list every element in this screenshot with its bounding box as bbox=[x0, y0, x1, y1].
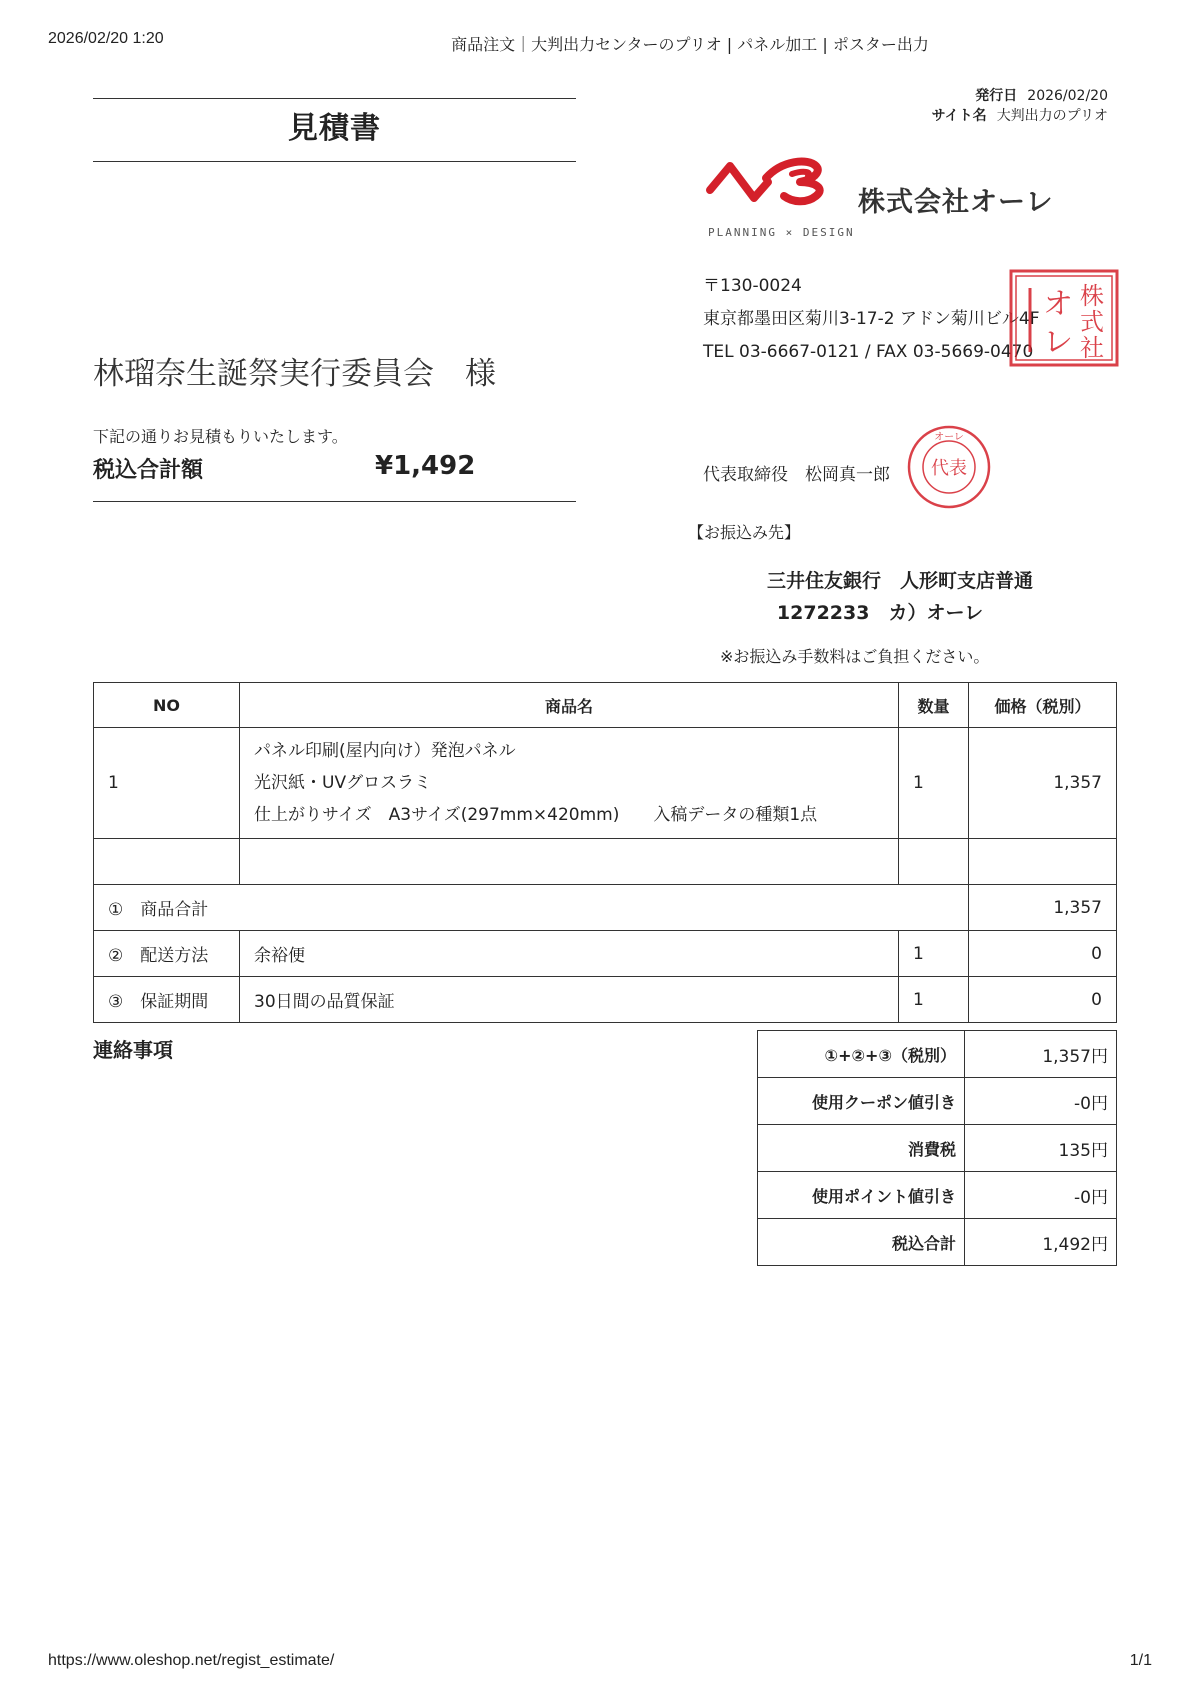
empty-cell bbox=[899, 839, 969, 885]
company-seal-icon bbox=[1008, 268, 1120, 368]
warranty-price: 0 bbox=[969, 977, 1117, 1023]
totals-value: 135円 bbox=[965, 1125, 1117, 1172]
totals-label: 使用ポイント値引き bbox=[758, 1172, 965, 1219]
document-title: 見積書 bbox=[288, 111, 381, 146]
company-postal: 〒130-0024 bbox=[703, 276, 802, 296]
totals-label: ①+②+③（税別） bbox=[758, 1031, 965, 1078]
issue-date-label: 発行日 bbox=[975, 88, 1018, 104]
svg-text:オーレ: オーレ bbox=[934, 432, 964, 443]
empty-cell bbox=[240, 839, 899, 885]
document-title-box bbox=[93, 98, 576, 162]
totals-row bbox=[758, 1078, 1117, 1125]
items-table bbox=[93, 682, 1117, 1023]
site-name-label: サイト名 bbox=[931, 108, 987, 124]
totals-value: -0円 bbox=[965, 1172, 1117, 1219]
company-logo-icon bbox=[704, 152, 844, 218]
bank-account: 1272233 カ）オーレ bbox=[776, 602, 984, 624]
shipping-label: ② 配送方法 bbox=[94, 931, 240, 977]
totals-label: 使用クーポン値引き bbox=[758, 1078, 965, 1125]
document-meta bbox=[932, 86, 1108, 126]
item-description bbox=[240, 728, 899, 839]
shipping-row bbox=[94, 931, 1117, 977]
subtotal-row bbox=[94, 885, 1117, 931]
item-no: 1 bbox=[94, 728, 240, 839]
subtotal-label: ① 商品合計 bbox=[94, 885, 969, 931]
print-page-title: 商品注文｜大判出力センターのプリオ | パネル加工 | ポスター出力 bbox=[451, 35, 929, 54]
item-line-2: 光沢紙・UVグロスラミ bbox=[254, 773, 432, 793]
totals-label: 税込合計 bbox=[758, 1219, 965, 1266]
shipping-price: 0 bbox=[969, 931, 1117, 977]
empty-cell bbox=[94, 839, 240, 885]
issue-date: 2026/02/20 bbox=[1027, 88, 1108, 104]
print-datetime: 2026/02/20 1:20 bbox=[48, 30, 164, 47]
customer-name: 林瑠奈生誕祭実行委員会 様 bbox=[93, 356, 496, 392]
subtotal-value: 1,357 bbox=[969, 885, 1117, 931]
company-tel-fax: TEL 03-6667-0121 / FAX 03-5669-0470 bbox=[703, 342, 1034, 362]
svg-text:代表: 代表 bbox=[931, 458, 967, 479]
svg-text:式: 式 bbox=[1080, 308, 1104, 336]
totals-table bbox=[757, 1030, 1117, 1266]
header-name: 商品名 bbox=[240, 683, 899, 728]
bank-fee-note: ※お振込み手数料はご負担ください。 bbox=[720, 647, 990, 666]
company-address-block bbox=[703, 270, 1040, 369]
totals-value: 1,357円 bbox=[965, 1031, 1117, 1078]
representative-seal-icon bbox=[904, 422, 994, 512]
company-name: 株式会社オーレ bbox=[858, 187, 1054, 218]
company-address: 東京都墨田区菊川3-17-2 アドン菊川ビル4F bbox=[703, 309, 1040, 329]
table-row bbox=[94, 728, 1117, 839]
totals-value: 1,492円 bbox=[965, 1219, 1117, 1266]
empty-cell bbox=[969, 839, 1117, 885]
bank-branch: 三井住友銀行 人形町支店普通 bbox=[766, 570, 1033, 592]
total-value: ¥1,492 bbox=[375, 451, 476, 481]
shipping-qty: 1 bbox=[899, 931, 969, 977]
totals-value: -0円 bbox=[965, 1078, 1117, 1125]
warranty-row bbox=[94, 977, 1117, 1023]
totals-row bbox=[758, 1219, 1117, 1266]
header-qty: 数量 bbox=[899, 683, 969, 728]
estimate-intro: 下記の通りお見積もりいたします。 bbox=[93, 427, 348, 446]
header-price: 価格（税別） bbox=[969, 683, 1117, 728]
svg-text:レ: レ bbox=[1043, 325, 1073, 360]
print-page-number: 1/1 bbox=[1129, 1652, 1152, 1669]
company-representative: 代表取締役 松岡真一郎 bbox=[703, 465, 890, 485]
warranty-name: 30日間の品質保証 bbox=[240, 977, 899, 1023]
contact-notes-title: 連絡事項 bbox=[93, 1038, 173, 1062]
svg-text:オ: オ bbox=[1043, 287, 1073, 322]
print-url: https://www.oleshop.net/regist_estimate/ bbox=[48, 1652, 335, 1669]
warranty-label: ③ 保証期間 bbox=[94, 977, 240, 1023]
item-line-3: 仕上がりサイズ A3サイズ(297mm×420mm) 入稿データの種類1点 bbox=[254, 805, 818, 825]
header-no: NO bbox=[94, 683, 240, 728]
item-line-1: パネル印刷(屋内向け）発泡パネル bbox=[254, 741, 516, 761]
totals-row bbox=[758, 1125, 1117, 1172]
warranty-qty: 1 bbox=[899, 977, 969, 1023]
logo-tagline: PLANNING × DESIGN bbox=[708, 226, 855, 239]
svg-text:株: 株 bbox=[1080, 282, 1104, 310]
totals-label: 消費税 bbox=[758, 1125, 965, 1172]
total-label: 税込合計額 bbox=[93, 458, 204, 483]
table-row-empty bbox=[94, 839, 1117, 885]
table-header-row bbox=[94, 683, 1117, 728]
shipping-method: 余裕便 bbox=[240, 931, 899, 977]
item-price: 1,357 bbox=[969, 728, 1117, 839]
totals-row bbox=[758, 1172, 1117, 1219]
bank-heading: 【お振込み先】 bbox=[688, 523, 801, 542]
svg-text:社: 社 bbox=[1080, 334, 1104, 362]
totals-row bbox=[758, 1031, 1117, 1078]
item-qty: 1 bbox=[899, 728, 969, 839]
total-summary bbox=[93, 453, 576, 502]
site-name: 大判出力のプリオ bbox=[996, 108, 1108, 124]
